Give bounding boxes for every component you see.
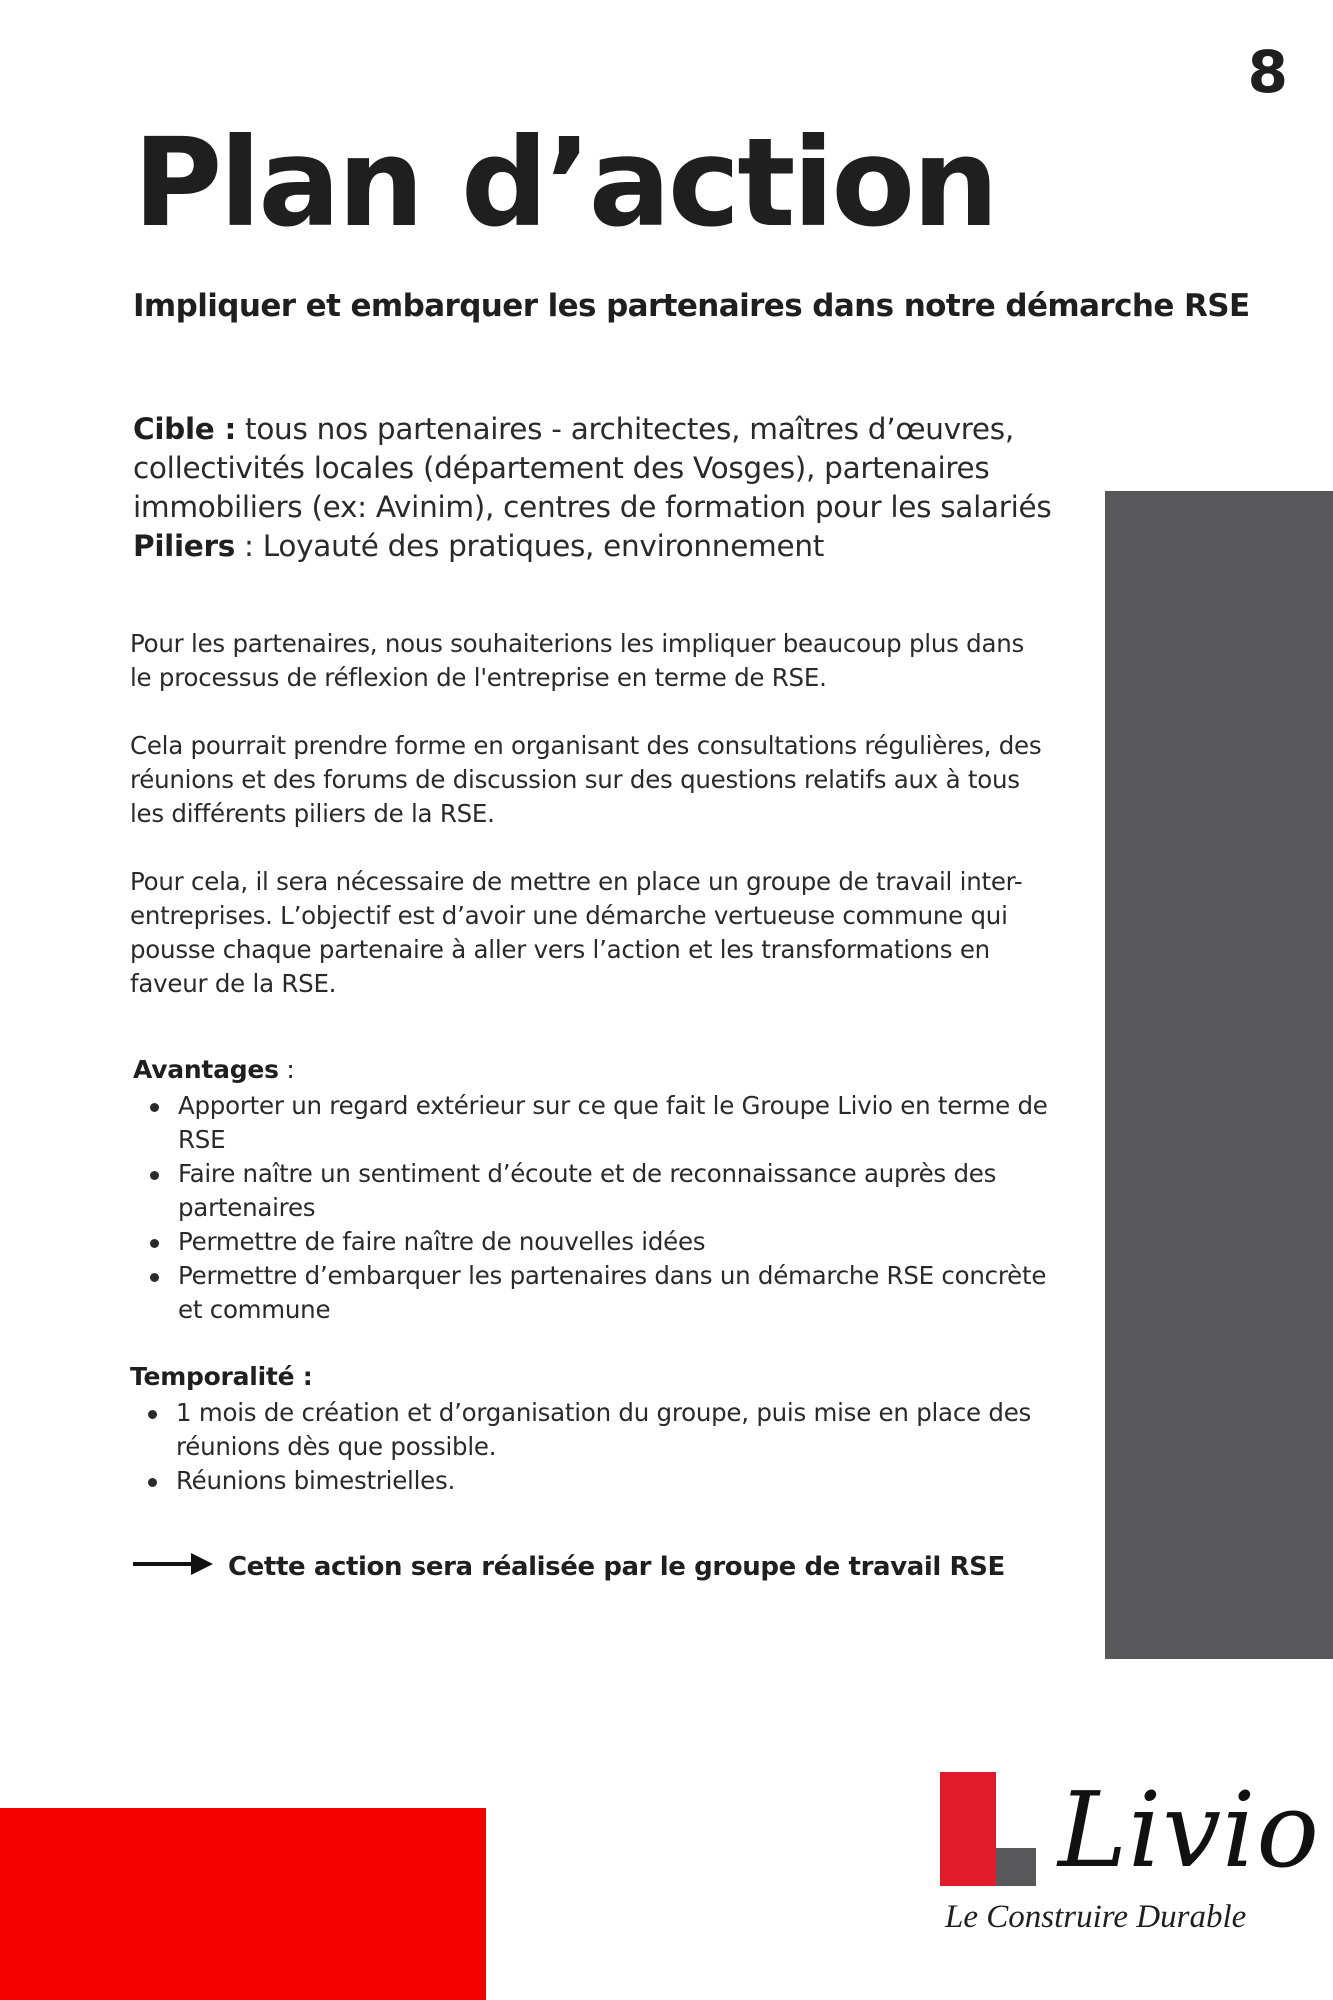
list-item: Permettre de faire naître de nouvelles idées bbox=[148, 1225, 1048, 1259]
list-item: Apporter un regard extérieur sur ce que fait le Groupe Livio en terme de RSE bbox=[148, 1089, 1048, 1157]
livio-logo-mark bbox=[940, 1772, 1036, 1886]
target-pillars-block bbox=[133, 410, 1073, 566]
target-label: Cible : bbox=[133, 412, 236, 446]
advantages-heading bbox=[133, 1055, 295, 1084]
temporality-heading bbox=[130, 1362, 313, 1391]
grey-decorative-block bbox=[1105, 491, 1333, 1659]
pillars-line bbox=[133, 527, 1073, 566]
list-item: 1 mois de création et d’organisation du groupe, puis mise en place des réunions dès que possible. bbox=[146, 1396, 1066, 1464]
advantages-list bbox=[148, 1089, 1048, 1327]
temporality-list bbox=[146, 1396, 1066, 1498]
temporality-label: Temporalité : bbox=[130, 1362, 313, 1391]
list-item: Faire naître un sentiment d’écoute et de reconnaissance auprès des partenaires bbox=[148, 1157, 1048, 1225]
logo-tagline: Le Construire Durable bbox=[945, 1899, 1247, 1935]
paragraph-3: Pour cela, il sera nécessaire de mettre en place un groupe de travail inter-entreprises. L’objectif est d’avoir une démarche vertueuse commune qui pousse chaque partenaire à aller vers l’action et les transformations en faveur de la RSE. bbox=[130, 867, 1023, 998]
paragraph-1: Pour les partenaires, nous souhaiterions les impliquer beaucoup plus dans le processus de réflexion de l'entreprise en terme de RSE. bbox=[130, 629, 1025, 692]
pillars-text: : Loyauté des pratiques, environnement bbox=[234, 529, 825, 563]
red-decorative-block bbox=[0, 1808, 486, 2000]
target-line bbox=[133, 410, 1073, 527]
conclusion-text: Cette action sera réalisée par le groupe de travail RSE bbox=[228, 1552, 1005, 1582]
list-item: Permettre d’embarquer les partenaires dans un démarche RSE concrète et commune bbox=[148, 1259, 1048, 1327]
page-subtitle: Impliquer et embarquer les partenaires dans notre démarche RSE bbox=[133, 288, 1250, 324]
target-text: tous nos partenaires - architectes, maîtres d’œuvres, collectivités locales (département des Vosges), partenaires immobiliers (ex: Avinim), centres de formation pour les salariés bbox=[133, 412, 1052, 524]
page-title: Plan d’action bbox=[133, 112, 997, 254]
logo-name: Livio bbox=[1058, 1769, 1320, 1891]
list-item: Réunions bimestrielles. bbox=[146, 1464, 1066, 1498]
advantages-label: Avantages bbox=[133, 1055, 279, 1084]
paragraph-2: Cela pourrait prendre forme en organisant des consultations régulières, des réunions et des forums de discussion sur des questions relatifs aux à tous les différents piliers de la RSE. bbox=[130, 731, 1042, 828]
advantages-suffix: : bbox=[278, 1055, 295, 1084]
page-number: 8 bbox=[1247, 38, 1288, 106]
pillars-label: Piliers bbox=[133, 529, 235, 563]
